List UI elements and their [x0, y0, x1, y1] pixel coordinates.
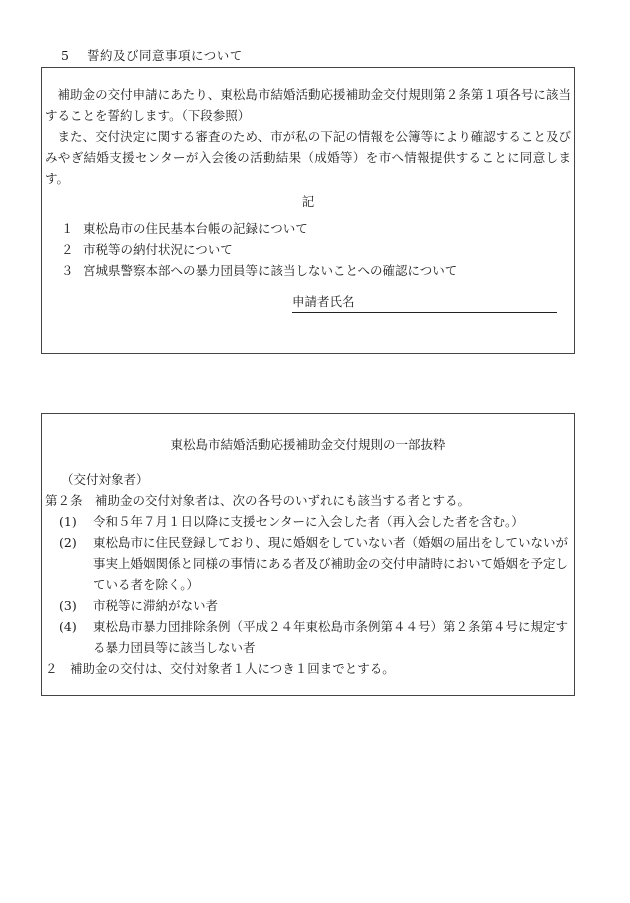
oath-consent-box: [41, 67, 575, 354]
section-title: 誓約及び同意事項について: [86, 48, 243, 63]
rule-excerpt-box: [41, 413, 575, 696]
applicant-name-field[interactable]: [292, 291, 557, 313]
article-subitem: (3) 市税等に滞納がない者: [59, 598, 219, 613]
ki-heading: 記: [301, 194, 315, 209]
article-2: 第２条 補助金の交付対象者は、次の各号のいずれにも該当する者とする。: [45, 493, 471, 508]
list-item: ２ 市税等の納付状況について: [61, 242, 233, 257]
article-subitem: (1) 令和５年７月１日以降に支援センターに入会した者（再入会した者を含む。）: [59, 514, 524, 529]
section-heading: [61, 45, 243, 66]
applicant-name-label: 申請者氏名: [292, 294, 355, 309]
article-subitem: (2) 東松島市に住民登録しており、現に婚姻をしていない者（婚姻の届出をしていないが事実上婚姻関係と同様の事情にある者及び補助金の交付申請時において婚姻を予定している者を除く。）: [59, 535, 569, 592]
list-item: ３ 宮城県警察本部への暴力団員等に該当しないことへの確認について: [61, 263, 458, 278]
article-2-paragraph-2: ２ 補助金の交付は、交付対象者１人につき１回までとする。: [45, 661, 395, 676]
consent-paragraph: また、交付決定に関する審査のため、市が私の下記の情報を公簿等により確認すること及びみやぎ結婚支援センターが入会後の活動結果（成婚等）を市へ情報提供することに同意します。: [45, 129, 571, 186]
section-number: 5: [61, 48, 70, 63]
excerpt-title: 東松島市結婚活動応援補助金交付規則の一部抜粋: [170, 437, 446, 452]
list-item: １ 東松島市の住民基本台帳の記録について: [61, 221, 308, 236]
article-caption: （交付対象者）: [61, 472, 149, 487]
oath-paragraph: 補助金の交付申請にあたり、東松島市結婚活動応援補助金交付規則第２条第１項各号に該当することを誓約します。（下段参照）: [45, 87, 571, 123]
article-subitem: (4) 東松島市暴力団排除条例（平成２４年東松島市条例第４４号）第２条第４号に規定する暴力団員等に該当しない者: [59, 619, 569, 655]
